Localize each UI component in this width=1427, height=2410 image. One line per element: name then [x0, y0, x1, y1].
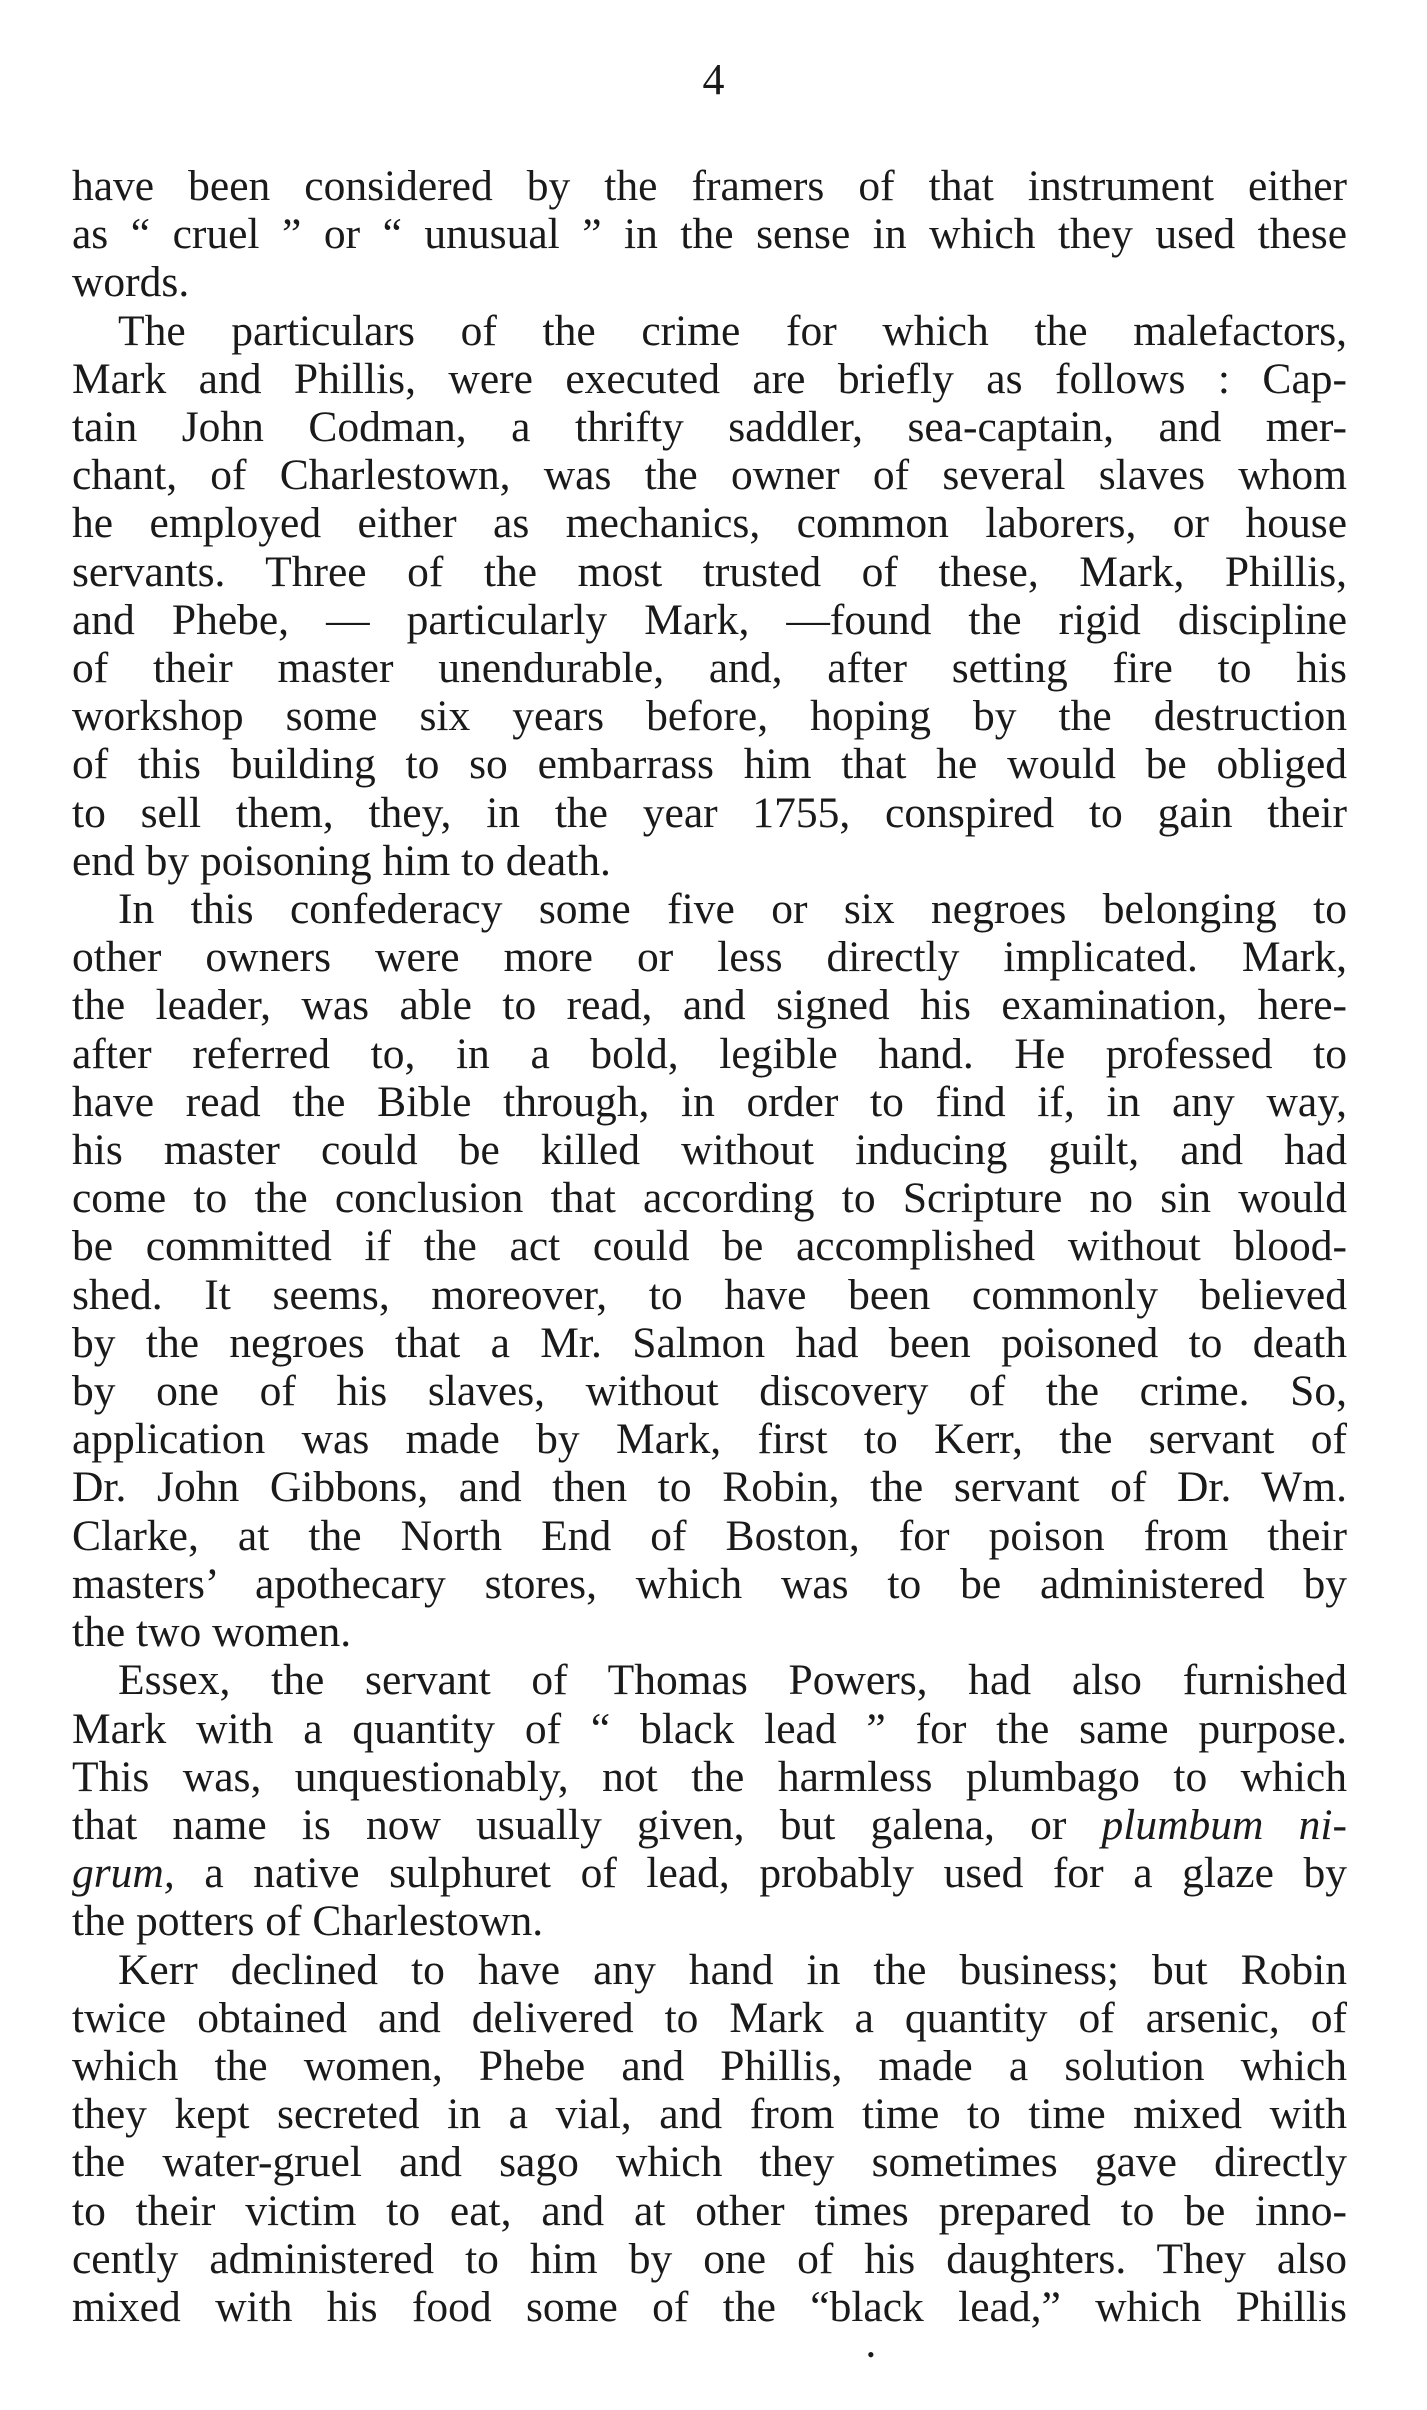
text-line: he employed either as mechanics, common laborers, or house	[72, 499, 1347, 548]
footer-mark: •	[867, 2342, 875, 2367]
text-line: be committed if the act could be accomplished without blood-	[72, 1222, 1347, 1271]
text-line: to their victim to eat, and at other times prepared to be inno-	[72, 2186, 1347, 2235]
paragraph-3	[72, 885, 1347, 1656]
paragraph-5	[72, 1946, 1347, 2332]
text-line: of their master unendurable, and, after setting fire to his	[72, 644, 1347, 693]
text-line: of this building to so embarrass him that he would be obliged	[72, 740, 1347, 789]
text-line: by one of his slaves, without discovery of the crime. So,	[72, 1367, 1347, 1416]
body-text	[72, 162, 1347, 2331]
text-line: which the women, Phebe and Phillis, made a solution which	[72, 2041, 1347, 2090]
text-line: have read the Bible through, in order to find if, in any way,	[72, 1077, 1347, 1126]
text-line	[72, 1849, 1347, 1897]
text-line: the two women.	[72, 1608, 352, 1657]
text-line: shed. It seems, moreover, to have been commonly believed	[72, 1270, 1347, 1319]
text-line: tain John Codman, a thrifty saddler, sea-captain, and mer-	[72, 403, 1347, 452]
text-line: twice obtained and delivered to Mark a quantity of arsenic, of	[72, 1993, 1347, 2042]
text-line: This was, unquestionably, not the harmless plumbago to which	[72, 1752, 1347, 1801]
text-line: Dr. John Gibbons, and then to Robin, the servant of Dr. Wm.	[72, 1463, 1347, 1512]
text-line: cently administered to him by one of his daughters. They also	[72, 2234, 1347, 2283]
text-line: other owners were more or less directly implicated. Mark,	[72, 933, 1347, 982]
text-line: Mark and Phillis, were executed are briefly as follows : Cap-	[72, 354, 1347, 403]
paragraph-1	[72, 162, 1347, 307]
text-line: Essex, the servant of Thomas Powers, had also furnished	[118, 1656, 1347, 1705]
text-line: end by poisoning him to death.	[72, 836, 611, 885]
text-line: the water-gruel and sago which they sometimes gave directly	[72, 2138, 1347, 2187]
text-fragment: that name is now usually given, but galena, or	[72, 1800, 1067, 1849]
text-line: masters’ apothecary stores, which was to be administered by	[72, 1559, 1347, 1608]
text-line: and Phebe, — particularly Mark, —found the rigid discipline	[72, 595, 1347, 644]
text-line: application was made by Mark, first to Kerr, the servant of	[72, 1415, 1347, 1464]
paragraph-4	[72, 1656, 1347, 1945]
text-line: the potters of Charlestown.	[72, 1897, 544, 1946]
text-line: workshop some six years before, hoping by the destruction	[72, 692, 1347, 741]
text-line: the leader, was able to read, and signed his examination, here-	[72, 981, 1347, 1030]
text-line: after referred to, in a bold, legible hand. He professed to	[72, 1029, 1347, 1078]
italic-term: plumbum ni-	[1101, 1800, 1347, 1849]
text-line: The particulars of the crime for which the malefactors,	[118, 306, 1347, 355]
text-line: come to the conclusion that according to Scripture no sin would	[72, 1174, 1347, 1223]
text-line: they kept secreted in a vial, and from time to time mixed with	[72, 2090, 1347, 2139]
page-number: 4	[702, 55, 725, 104]
text-line: chant, of Charlestown, was the owner of several slaves whom	[72, 451, 1347, 500]
text-line	[72, 1801, 1347, 1849]
text-line: have been considered by the framers of that instrument either	[72, 162, 1347, 210]
text-line: mixed with his food some of the “black lead,” which Phillis	[72, 2282, 1347, 2331]
text-line: words.	[72, 258, 190, 307]
text-line: Mark with a quantity of “ black lead ” for the same purpose.	[72, 1704, 1347, 1753]
text-line: servants. Three of the most trusted of these, Mark, Phillis,	[72, 547, 1347, 596]
text-line: Kerr declined to have any hand in the business; but Robin	[118, 1945, 1347, 1994]
text-line: to sell them, they, in the year 1755, conspired to gain their	[72, 788, 1347, 837]
paragraph-2	[72, 307, 1347, 885]
text-line: by the negroes that a Mr. Salmon had been poisoned to death	[72, 1318, 1347, 1367]
text-line: Clarke, at the North End of Boston, for poison from their	[72, 1511, 1347, 1560]
text-line: his master could be killed without inducing guilt, and had	[72, 1126, 1347, 1175]
italic-term: grum,	[72, 1849, 175, 1898]
text-fragment: a native sulphuret of lead, probably used for a glaze by	[174, 1849, 1347, 1898]
text-line: as “ cruel ” or “ unusual ” in the sense in which they used these	[72, 210, 1347, 259]
text-line: In this confederacy some five or six negroes belonging to	[118, 885, 1347, 934]
